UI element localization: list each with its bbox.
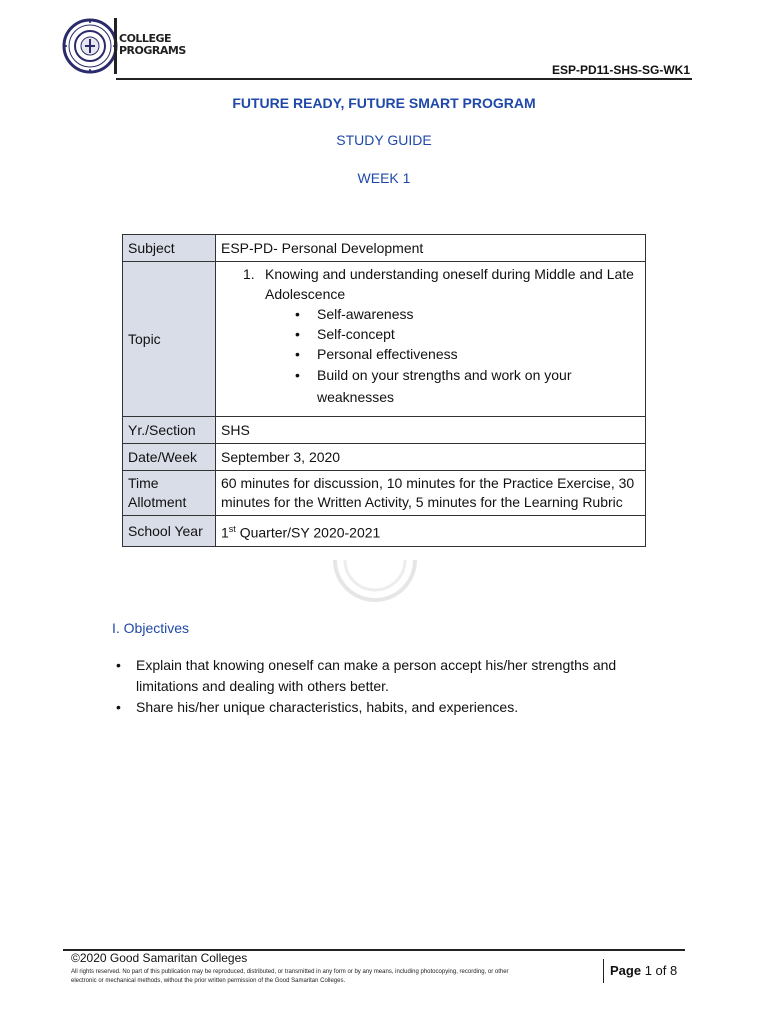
page-label: Page xyxy=(610,963,642,978)
guide-title: STUDY GUIDE xyxy=(336,132,432,148)
watermark-seal-icon xyxy=(330,560,420,606)
table-row xyxy=(123,417,646,444)
rights-notice: All rights reserved. No part of this publication may be reproduced, distributed, or transmitted in any form or by any means, including photocopying, recording, or other electronic or mechanical methods, without the prior written permission of the Good Samaritan Colleges. xyxy=(71,969,509,984)
header-divider xyxy=(114,18,117,74)
time-value: 60 minutes for discussion, 10 minutes for the Practice Exercise, 30 minutes for the Written Activity, 5 minutes for the Learning Rubric xyxy=(216,471,646,516)
section-value: SHS xyxy=(216,417,646,444)
year-label: School Year xyxy=(123,516,216,547)
topic-subitems xyxy=(221,304,640,408)
table-row xyxy=(123,262,646,417)
list-item: • Personal effectiveness xyxy=(293,344,640,364)
subject-label: Subject xyxy=(123,235,216,262)
course-info-table xyxy=(122,234,646,547)
section-label: Yr./Section xyxy=(123,417,216,444)
time-label-line-2: Allotment xyxy=(128,494,187,510)
page-divider xyxy=(603,959,604,983)
document-code: ESP-PD11-SHS-SG-WK1 xyxy=(551,63,690,77)
list-item: • Share his/her unique characteristics, habits, and experiences. xyxy=(112,697,672,718)
page-number xyxy=(610,963,677,978)
brand-label xyxy=(119,33,186,57)
year-ordinal-number: 1 xyxy=(221,524,229,541)
topic-label: Topic xyxy=(123,262,216,417)
time-label-line-1: Time xyxy=(128,475,159,491)
table-row xyxy=(123,444,646,471)
header-rule xyxy=(116,78,692,80)
subject-value: ESP-PD- Personal Development xyxy=(216,235,646,262)
topic-number: 1. xyxy=(243,266,255,282)
objectives-list xyxy=(112,655,672,718)
topic-main-item xyxy=(221,264,640,304)
table-row xyxy=(123,471,646,516)
list-item: • Build on your strengths and work on your weaknesses xyxy=(293,364,640,408)
brand-line-1: COLLEGE xyxy=(119,32,171,45)
page-value: 1 of 8 xyxy=(644,963,678,978)
year-value-text: Quarter/SY 2020-2021 xyxy=(235,524,381,541)
list-item: • Self-concept xyxy=(293,324,640,344)
topic-main-text: Knowing and understanding oneself during Middle and Late Adolescence xyxy=(265,266,634,302)
copyright-text: ©2020 Good Samaritan Colleges xyxy=(71,951,248,965)
week-title: WEEK 1 xyxy=(357,170,411,186)
list-item: • Self-awareness xyxy=(293,304,640,324)
table-row xyxy=(123,235,646,262)
brand-line-2: PROGRAMS xyxy=(119,44,186,57)
date-value: September 3, 2020 xyxy=(216,444,646,471)
objectives-heading: I. Objectives xyxy=(112,620,190,636)
topic-value xyxy=(216,262,646,417)
date-label: Date/Week xyxy=(123,444,216,471)
table-row xyxy=(123,516,646,547)
list-item: • Explain that knowing oneself can make a person accept his/her strengths and limitations and dealing with others better. xyxy=(112,655,672,697)
year-value xyxy=(216,516,646,547)
school-seal-icon xyxy=(62,18,118,74)
time-label xyxy=(123,471,216,516)
year-ordinal-suffix: st xyxy=(228,524,236,534)
program-title: FUTURE READY, FUTURE SMART PROGRAM xyxy=(232,95,536,111)
